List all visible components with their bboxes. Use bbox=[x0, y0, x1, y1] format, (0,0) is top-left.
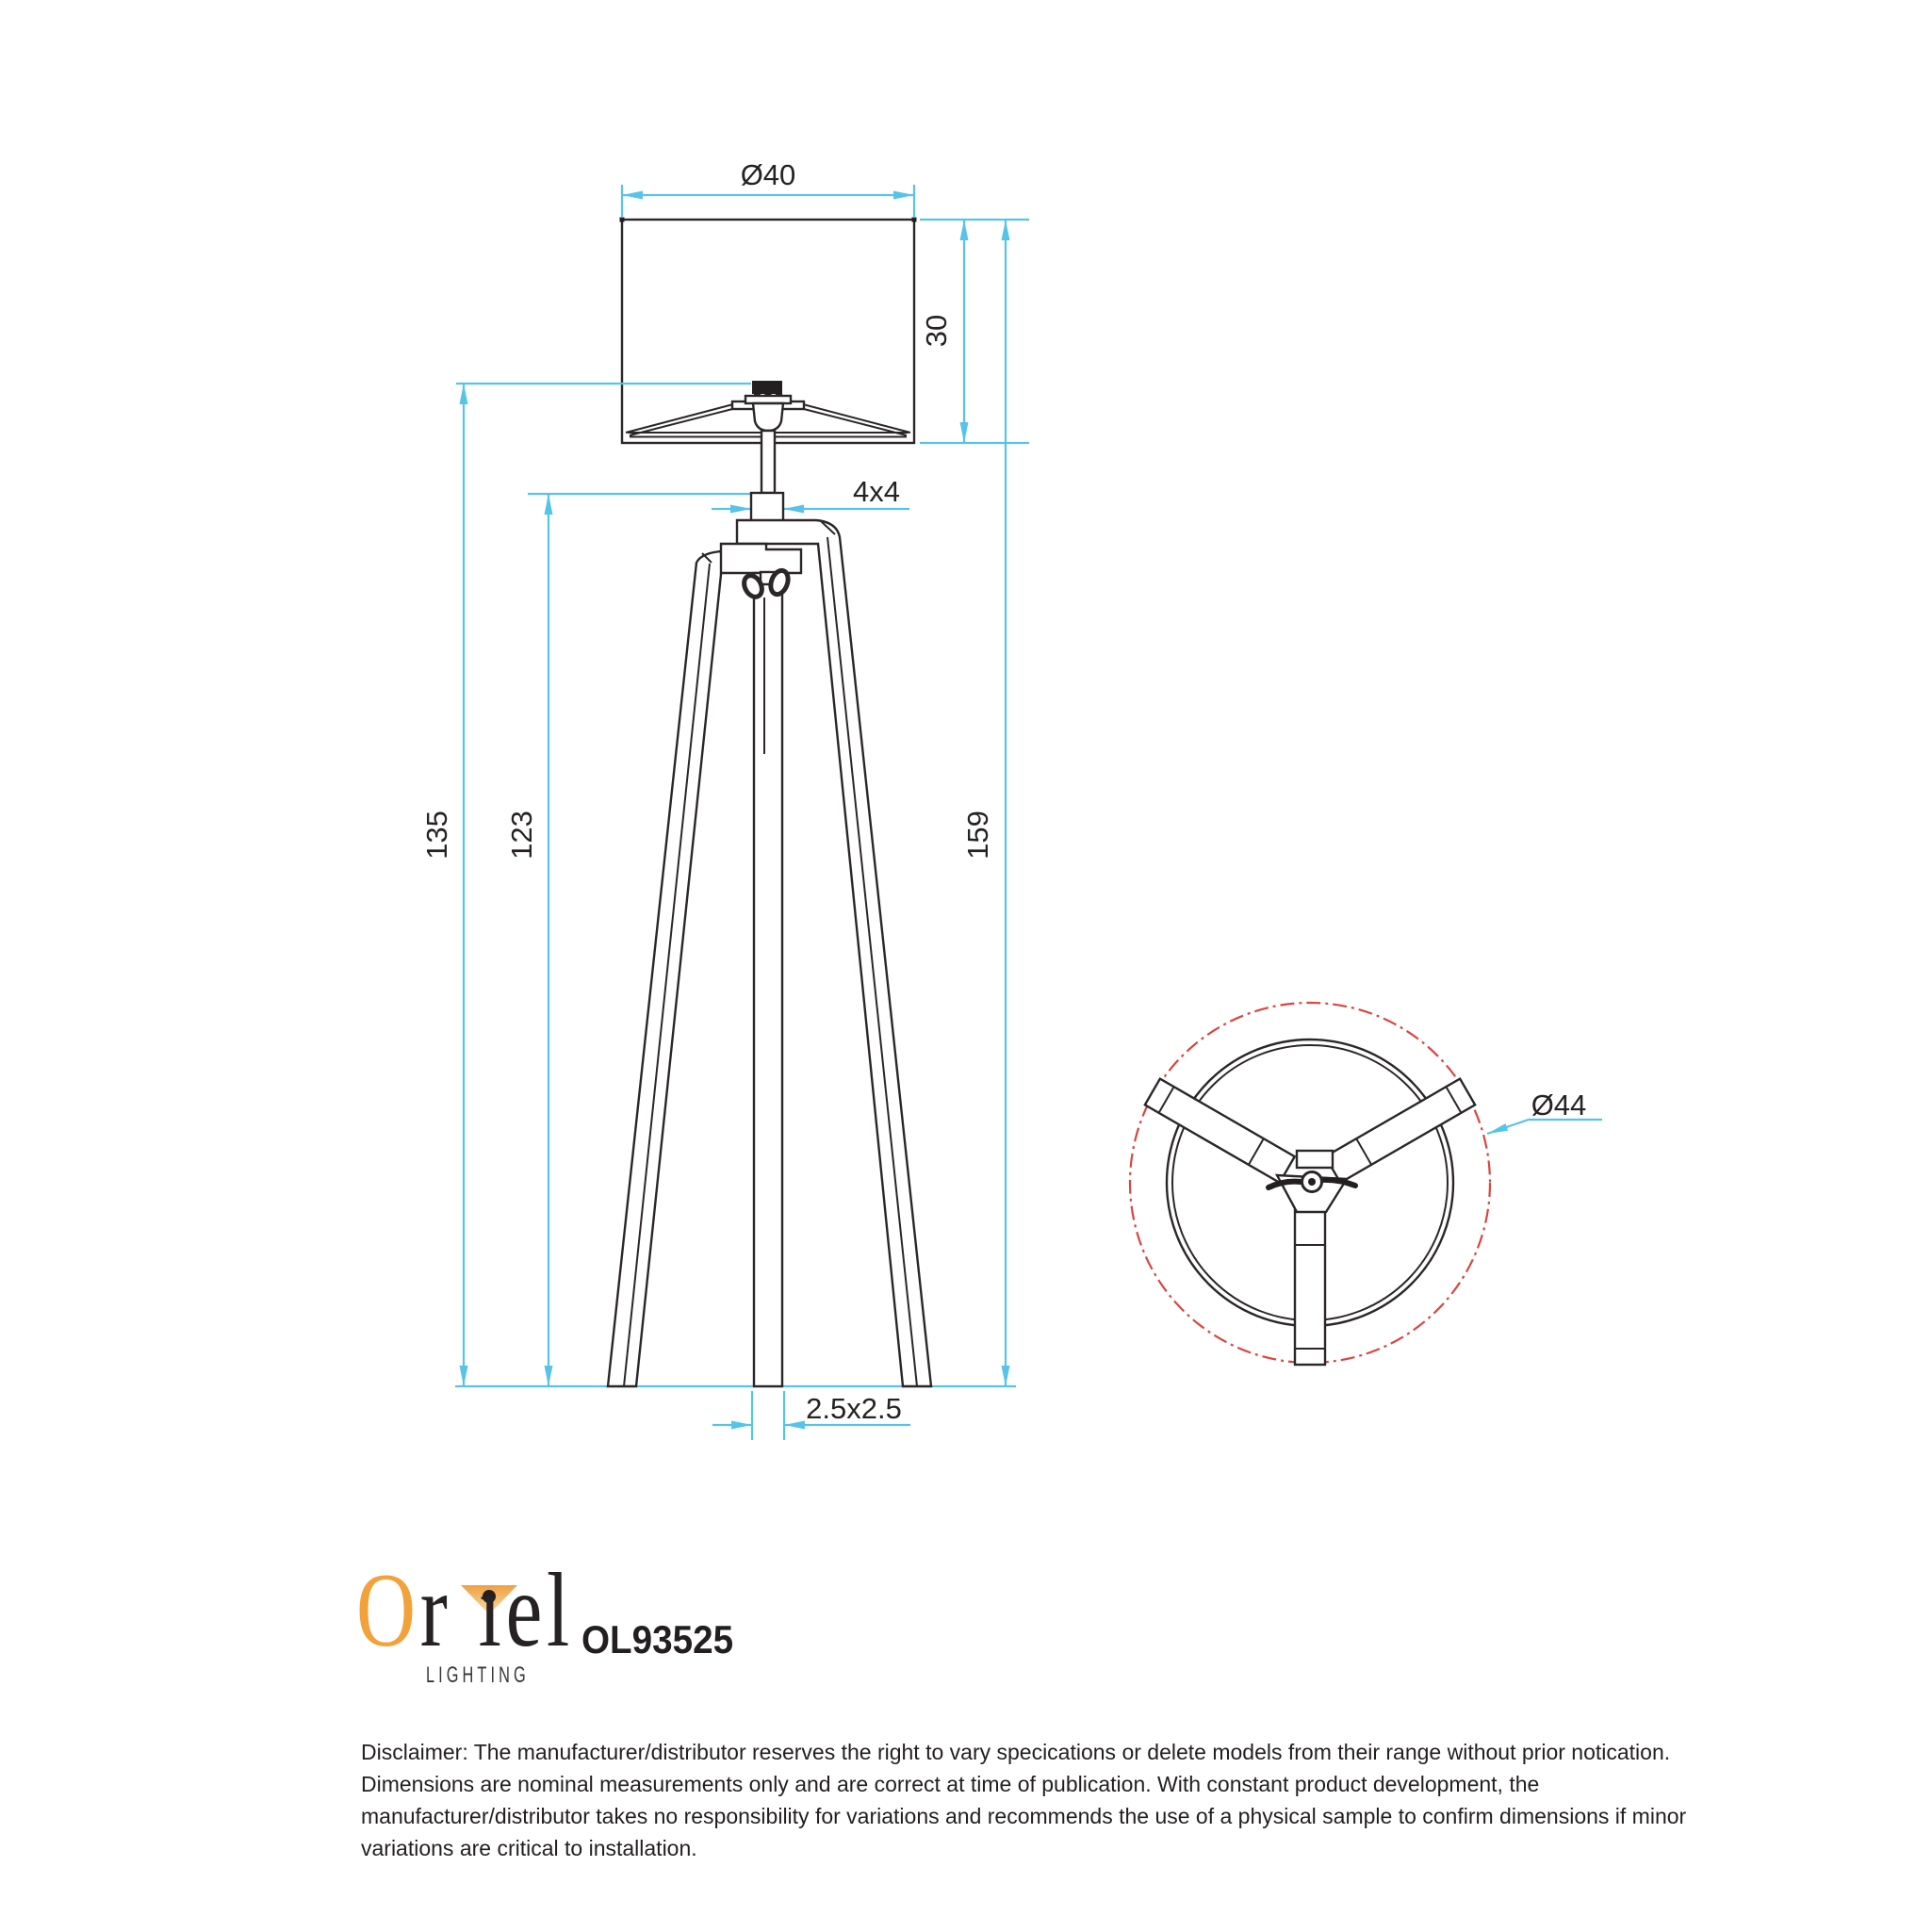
disclaimer-line-3: manufacturer/distributor takes no responsibility for variations and recommends the use of a physical sample to confirm dimensions if minor bbox=[361, 1804, 1687, 1828]
dim-total-height bbox=[961, 220, 1010, 1386]
logo-letter-i: ı bbox=[478, 1552, 506, 1669]
disclaimer-line-1: Disclaimer: The manufacturer/distributor reserves the right to vary specications or delete models from their range without prior notication. bbox=[361, 1740, 1671, 1764]
logo-letter-r: r bbox=[419, 1552, 452, 1669]
logo-letters-el: el bbox=[505, 1552, 574, 1669]
height-to-tripod-label: 123 bbox=[505, 810, 538, 860]
disclaimer-line-2: Dimensions are nominal measurements only and are correct at time of publication. With constant product development, the bbox=[361, 1772, 1540, 1796]
tripod bbox=[608, 520, 931, 1386]
top-view bbox=[1130, 1003, 1490, 1365]
top-view-leg bbox=[1295, 1209, 1325, 1365]
dim-base-diameter bbox=[1487, 1089, 1602, 1134]
logo-letter-o: O bbox=[356, 1552, 420, 1669]
height-to-socket-label: 135 bbox=[420, 810, 453, 860]
disclaimer-text bbox=[361, 1736, 1686, 1864]
brand-logo bbox=[356, 1552, 574, 1669]
base-diameter-label: Ø44 bbox=[1531, 1089, 1587, 1122]
lower-leg-section-label: 2.5x2.5 bbox=[806, 1392, 902, 1425]
brand-subtitle: LIGHTING bbox=[426, 1662, 530, 1688]
upper-leg-section-label: 4x4 bbox=[853, 475, 900, 508]
dim-lower-leg-section bbox=[712, 1391, 910, 1440]
shade-height-label: 30 bbox=[920, 314, 953, 348]
dim-shade-diameter bbox=[622, 158, 914, 218]
total-height-label: 159 bbox=[961, 810, 994, 860]
dim-height-to-socket bbox=[420, 384, 751, 1386]
disclaimer-line-4: variations are critical to installation. bbox=[361, 1836, 697, 1860]
dim-shade-height bbox=[920, 220, 1029, 443]
shade-diameter-label: Ø40 bbox=[740, 158, 796, 191]
lamp-stem bbox=[751, 431, 783, 522]
model-number: OL93525 bbox=[581, 1617, 734, 1662]
